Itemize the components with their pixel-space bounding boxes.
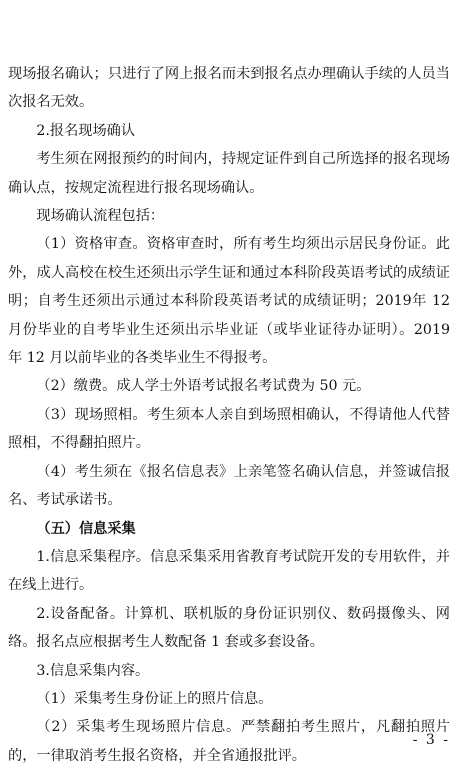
paragraph-process-intro: 现场确认流程包括： bbox=[36, 208, 165, 225]
paragraph-fee: （2）缴费。成人学士外语考试报名考试费为 50 元。 bbox=[36, 378, 371, 395]
paragraph-photo: （3）现场照相。考生须本人亲自到场照相确认，不得请他人代替照相，不得翻拍照片。 bbox=[8, 406, 450, 452]
paragraph-confirmation-note: 现场报名确认；只进行了网上报名而未到报名点办理确认手续的人员当次报名无效。 bbox=[8, 66, 450, 111]
paragraph-qualification-review: （1）资格审查。资格审查时，所有考生均须出示居民身份证。此外，成人高校在校生还须出示学生证和通过本科阶段英语考试的成绩证明；自考生还须出示通过本科阶段英语考试的成绩证明；2019年 12 月份毕业的自考毕业生还须出示毕业证（或毕业证待办证明）。2019 年 12 月以前毕业的各类毕业生不得报考。 bbox=[8, 236, 450, 367]
paragraph-onsite-instructions: 考生须在网报预约的时间内，持规定证件到自己所选择的报名现场确认点，按规定流程进行报名现场确认。 bbox=[8, 151, 450, 196]
paragraph-collection-procedure: 1.信息采集程序。信息采集采用省教育考试院开发的专用软件，并在线上进行。 bbox=[8, 548, 450, 594]
heading-onsite-confirmation: 2.报名现场确认 bbox=[36, 122, 136, 139]
paragraph-collection-content: 3.信息采集内容。 bbox=[36, 662, 150, 679]
paragraph-onsite-photo: （2）采集考生现场照片信息。严禁翻拍考生照片，凡翻拍照片的，一律取消考生报名资格，并全省通报批评。 bbox=[8, 719, 450, 764]
body-text bbox=[8, 60, 450, 770]
paragraph-equipment: 2.设备配备。计算机、联机版的身份证识别仪、数码摄像头、网络。报名点应根据考生人数配备 1 套或多套设备。 bbox=[8, 605, 450, 651]
page-number: - 3 - bbox=[412, 732, 450, 748]
paragraph-signature: （4）考生须在《报名信息表》上亲笔签名确认信息，并签诚信报名、考试承诺书。 bbox=[8, 463, 450, 509]
paragraph-id-photo: （1）采集考生身份证上的照片信息。 bbox=[36, 690, 273, 707]
section-heading-info-collection: （五）信息采集 bbox=[36, 520, 136, 537]
